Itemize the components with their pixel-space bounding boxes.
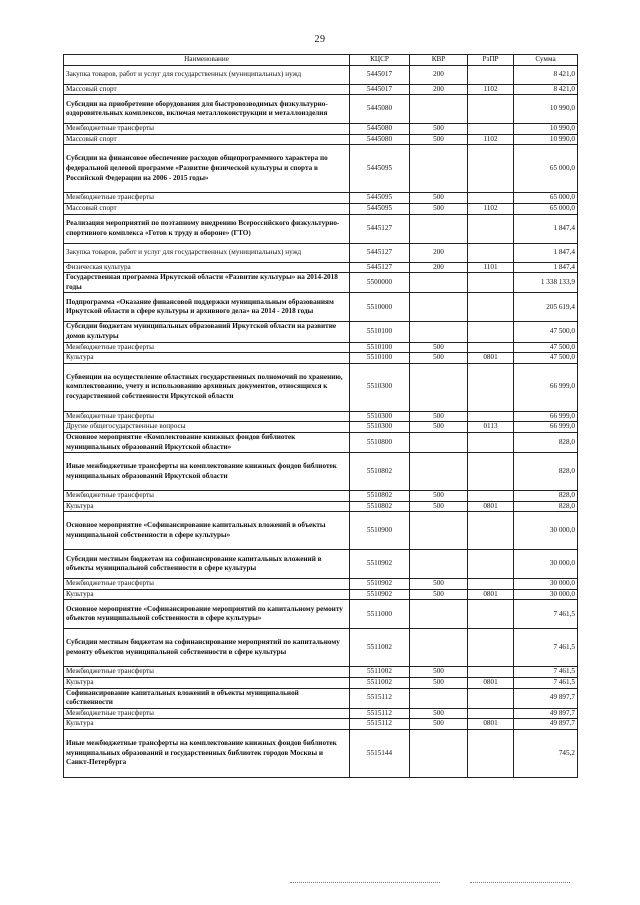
row-rzpr <box>468 600 514 629</box>
row-kcsr: 5515112 <box>350 688 410 708</box>
row-kcsr: 5445080 <box>350 95 410 124</box>
row-rzpr: 0801 <box>468 589 514 600</box>
row-name: Межбюджетные трансферты <box>64 193 350 204</box>
row-kcsr: 5510100 <box>350 322 410 342</box>
row-name: Культура <box>64 719 350 730</box>
row-kvr <box>410 293 468 322</box>
table-row <box>64 688 578 708</box>
row-kvr: 500 <box>410 124 468 135</box>
row-kcsr: 5515112 <box>350 708 410 719</box>
row-kcsr: 5510902 <box>350 579 410 590</box>
row-kcsr: 5515112 <box>350 719 410 730</box>
header-rzpr: РзПР <box>468 55 514 66</box>
table-row <box>64 124 578 135</box>
row-kcsr: 5445127 <box>350 262 410 273</box>
row-name: Межбюджетные трансферты <box>64 491 350 502</box>
row-kvr: 500 <box>410 422 468 433</box>
row-sum: 7 461,5 <box>514 629 578 667</box>
row-name: Основное мероприятие «Комплектование книжных фондов библиотек муниципальных образований Иркутской области» <box>64 432 350 452</box>
table-row <box>64 84 578 95</box>
row-kcsr: 5510100 <box>350 353 410 364</box>
row-kcsr: 5445095 <box>350 145 410 193</box>
row-kvr: 500 <box>410 579 468 590</box>
row-kvr <box>410 688 468 708</box>
table-row <box>64 512 578 550</box>
row-sum: 65 000,0 <box>514 145 578 193</box>
table-row <box>64 65 578 84</box>
row-name: Закупка товаров, работ и услуг для государственных (муниципальных) нужд <box>64 65 350 84</box>
row-kcsr: 5510000 <box>350 293 410 322</box>
row-sum: 828,0 <box>514 453 578 491</box>
table-row <box>64 491 578 502</box>
row-rzpr: 1101 <box>468 262 514 273</box>
table-row <box>64 629 578 667</box>
row-kcsr: 5511002 <box>350 678 410 689</box>
row-rzpr <box>468 550 514 579</box>
row-kcsr: 5510902 <box>350 550 410 579</box>
table-row <box>64 411 578 422</box>
header-name: Наименование <box>64 55 350 66</box>
table-row <box>64 322 578 342</box>
row-sum: 828,0 <box>514 501 578 512</box>
row-kcsr: 5511000 <box>350 600 410 629</box>
row-name: Культура <box>64 678 350 689</box>
row-name: Межбюджетные трансферты <box>64 342 350 353</box>
row-kvr: 200 <box>410 243 468 262</box>
row-kvr: 200 <box>410 65 468 84</box>
row-sum: 7 461,5 <box>514 678 578 689</box>
row-name: Массовый спорт <box>64 203 350 214</box>
row-name: Реализация мероприятий по поэтапному внедрению Всероссийского физкультурно-спортивного комплекса «Готов к труду и обороне» (ГТО) <box>64 214 350 243</box>
row-kvr: 500 <box>410 134 468 145</box>
row-kcsr: 5445080 <box>350 124 410 135</box>
row-rzpr: 0801 <box>468 719 514 730</box>
table-row <box>64 422 578 433</box>
row-name: Иные межбюджетные трансферты на комплектование книжных фондов библиотек муниципальных образований и государственных библиотек городов Москвы и Санкт-Петербурга <box>64 730 350 778</box>
table-row <box>64 600 578 629</box>
row-sum: 65 000,0 <box>514 193 578 204</box>
row-rzpr <box>468 708 514 719</box>
row-sum: 745,2 <box>514 730 578 778</box>
row-kvr: 500 <box>410 353 468 364</box>
row-sum: 205 619,4 <box>514 293 578 322</box>
row-kvr <box>410 629 468 667</box>
row-name: Подпрограмма «Оказание финансовой поддержки муниципальным образованиям Иркутской области в сфере культуры и архивного дела» на 2014 - 2018 годы <box>64 293 350 322</box>
row-kvr: 200 <box>410 84 468 95</box>
row-sum: 10 990,0 <box>514 124 578 135</box>
row-sum: 66 999,0 <box>514 411 578 422</box>
row-rzpr <box>468 491 514 502</box>
row-name: Закупка товаров, работ и услуг для государственных (муниципальных) нужд <box>64 243 350 262</box>
row-sum: 49 897,7 <box>514 719 578 730</box>
row-name: Субсидии на финансовое обеспечение расходов общепрограммного характера по федеральной целевой программе «Развитие физической культуры и спорта в Российской Федерации на 2006 - 2015 годы» <box>64 145 350 193</box>
row-kvr <box>410 600 468 629</box>
row-sum: 49 897,7 <box>514 688 578 708</box>
row-rzpr: 1102 <box>468 134 514 145</box>
table-row <box>64 708 578 719</box>
row-kvr: 500 <box>410 411 468 422</box>
row-sum: 47 500,0 <box>514 342 578 353</box>
row-kcsr: 5445017 <box>350 65 410 84</box>
table-row <box>64 243 578 262</box>
row-rzpr <box>468 342 514 353</box>
header-kvr: КВР <box>410 55 468 66</box>
row-rzpr <box>468 293 514 322</box>
row-rzpr <box>468 95 514 124</box>
row-kcsr: 5500000 <box>350 273 410 293</box>
row-kvr: 500 <box>410 501 468 512</box>
row-kcsr: 5510300 <box>350 411 410 422</box>
row-kcsr: 5445127 <box>350 214 410 243</box>
row-sum: 1 847,4 <box>514 214 578 243</box>
row-name: Массовый спорт <box>64 84 350 95</box>
row-kvr <box>410 273 468 293</box>
row-kvr <box>410 145 468 193</box>
row-name: Физическая культура <box>64 262 350 273</box>
row-sum: 47 500,0 <box>514 353 578 364</box>
row-kvr <box>410 322 468 342</box>
table-row <box>64 719 578 730</box>
row-rzpr <box>468 273 514 293</box>
table-row <box>64 145 578 193</box>
row-kvr: 500 <box>410 589 468 600</box>
row-name: Межбюджетные трансферты <box>64 708 350 719</box>
row-name: Культура <box>64 353 350 364</box>
table-row <box>64 550 578 579</box>
row-name: Межбюджетные трансферты <box>64 667 350 678</box>
table-row <box>64 730 578 778</box>
row-kvr: 500 <box>410 719 468 730</box>
row-rzpr <box>468 432 514 452</box>
table-row <box>64 342 578 353</box>
row-name: Межбюджетные трансферты <box>64 411 350 422</box>
row-kcsr: 5510300 <box>350 422 410 433</box>
row-name: Межбюджетные трансферты <box>64 579 350 590</box>
row-kvr <box>410 363 468 411</box>
row-kvr <box>410 432 468 452</box>
row-name: Основное мероприятие «Софинансирование капитальных вложений в объекты муниципальной собственности в сфере культуры» <box>64 512 350 550</box>
row-rzpr <box>468 730 514 778</box>
row-rzpr <box>468 667 514 678</box>
table-header-row <box>64 55 578 66</box>
row-rzpr <box>468 453 514 491</box>
table-row <box>64 453 578 491</box>
row-kcsr: 5445127 <box>350 243 410 262</box>
row-kvr <box>410 95 468 124</box>
row-name: Другие общегосударственные вопросы <box>64 422 350 433</box>
table-row <box>64 432 578 452</box>
row-kcsr: 5510802 <box>350 491 410 502</box>
row-name: Государственная программа Иркутской области «Развитие культуры» на 2014-2018 годы <box>64 273 350 293</box>
row-name: Культура <box>64 501 350 512</box>
row-rzpr <box>468 145 514 193</box>
row-rzpr: 0801 <box>468 678 514 689</box>
row-sum: 1 847,4 <box>514 243 578 262</box>
row-kvr: 500 <box>410 678 468 689</box>
row-kvr: 500 <box>410 342 468 353</box>
row-kcsr: 5511002 <box>350 667 410 678</box>
budget-table <box>63 54 578 778</box>
row-rzpr: 0113 <box>468 422 514 433</box>
footer-dotted-line <box>470 882 570 883</box>
row-kcsr: 5510902 <box>350 589 410 600</box>
header-kcsr: КЦСР <box>350 55 410 66</box>
row-name: Субсидии бюджетам муниципальных образований Иркутской области на развитие домов культуры <box>64 322 350 342</box>
row-kvr <box>410 730 468 778</box>
row-rzpr: 0801 <box>468 501 514 512</box>
table-row <box>64 214 578 243</box>
row-sum: 49 897,7 <box>514 708 578 719</box>
row-name: Субсидии на приобретение оборудования для быстровозводимых физкультурно-оздоровительных комплексов, включая металлоконструкции и металлоизделия <box>64 95 350 124</box>
row-rzpr <box>468 688 514 708</box>
row-kvr <box>410 214 468 243</box>
table-row <box>64 667 578 678</box>
row-kcsr: 5445095 <box>350 193 410 204</box>
table-row <box>64 353 578 364</box>
row-kcsr: 5445017 <box>350 84 410 95</box>
table-row <box>64 262 578 273</box>
row-sum: 828,0 <box>514 491 578 502</box>
header-sum: Сумма <box>514 55 578 66</box>
row-kvr: 500 <box>410 491 468 502</box>
table-row <box>64 203 578 214</box>
row-kvr: 500 <box>410 193 468 204</box>
row-kcsr: 5511002 <box>350 629 410 667</box>
table-row <box>64 273 578 293</box>
row-sum: 10 990,0 <box>514 134 578 145</box>
row-kvr <box>410 550 468 579</box>
row-kcsr: 5510900 <box>350 512 410 550</box>
row-name: Субвенции на осуществление областных государственных полномочий по хранению, комплектованию, учету и использованию архивных документов, относящихся к государственной собственности Иркутской области <box>64 363 350 411</box>
row-rzpr <box>468 322 514 342</box>
row-kvr: 500 <box>410 667 468 678</box>
table-row <box>64 501 578 512</box>
row-rzpr <box>468 243 514 262</box>
row-kvr: 200 <box>410 262 468 273</box>
row-kcsr: 5515144 <box>350 730 410 778</box>
table-row <box>64 579 578 590</box>
row-kcsr: 5510100 <box>350 342 410 353</box>
row-sum: 30 000,0 <box>514 579 578 590</box>
table-row <box>64 293 578 322</box>
row-kcsr: 5510802 <box>350 453 410 491</box>
row-name: Межбюджетные трансферты <box>64 124 350 135</box>
row-kvr: 500 <box>410 708 468 719</box>
row-sum: 8 421,0 <box>514 65 578 84</box>
row-name: Софинансирование капитальных вложений в объекты муниципальной собственности <box>64 688 350 708</box>
row-kcsr: 5510802 <box>350 501 410 512</box>
row-rzpr <box>468 411 514 422</box>
row-rzpr <box>468 214 514 243</box>
table-row <box>64 95 578 124</box>
row-sum: 66 999,0 <box>514 422 578 433</box>
row-rzpr: 1102 <box>468 84 514 95</box>
row-rzpr <box>468 65 514 84</box>
footer-dotted-line <box>290 882 440 883</box>
row-kvr: 500 <box>410 203 468 214</box>
row-rzpr <box>468 579 514 590</box>
row-kcsr: 5445095 <box>350 203 410 214</box>
row-rzpr: 0801 <box>468 353 514 364</box>
table-row <box>64 134 578 145</box>
row-rzpr <box>468 512 514 550</box>
row-rzpr <box>468 124 514 135</box>
row-rzpr <box>468 629 514 667</box>
row-sum: 47 500,0 <box>514 322 578 342</box>
table-row <box>64 678 578 689</box>
row-sum: 65 000,0 <box>514 203 578 214</box>
row-rzpr <box>468 193 514 204</box>
table-row <box>64 589 578 600</box>
row-name: Субсидии местным бюджетам на софинансирование мероприятий по капитальному ремонту объектов муниципальной собственности в сфере культуры <box>64 629 350 667</box>
row-rzpr <box>468 363 514 411</box>
row-rzpr: 1102 <box>468 203 514 214</box>
row-name: Субсидии местным бюджетам на софинансирование капитальных вложений в объекты муниципальной собственности в сфере культуры <box>64 550 350 579</box>
row-kvr <box>410 512 468 550</box>
row-kcsr: 5510800 <box>350 432 410 452</box>
page-number: 29 <box>314 34 326 45</box>
row-sum: 30 000,0 <box>514 512 578 550</box>
row-name: Основное мероприятие «Софинансирование мероприятий по капитальному ремонту объектов муниципальной собственности в сфере культуры» <box>64 600 350 629</box>
row-sum: 30 000,0 <box>514 550 578 579</box>
row-sum: 7 461,5 <box>514 667 578 678</box>
row-kcsr: 5445080 <box>350 134 410 145</box>
table-row <box>64 193 578 204</box>
table-row <box>64 363 578 411</box>
row-name: Культура <box>64 589 350 600</box>
row-kvr <box>410 453 468 491</box>
row-sum: 1 338 133,9 <box>514 273 578 293</box>
row-name: Массовый спорт <box>64 134 350 145</box>
row-sum: 8 421,0 <box>514 84 578 95</box>
row-sum: 30 000,0 <box>514 589 578 600</box>
row-sum: 66 999,0 <box>514 363 578 411</box>
row-kcsr: 5510300 <box>350 363 410 411</box>
row-sum: 828,0 <box>514 432 578 452</box>
row-sum: 10 990,0 <box>514 95 578 124</box>
row-sum: 7 461,5 <box>514 600 578 629</box>
row-name: Иные межбюджетные трансферты на комплектование книжных фондов библиотек муниципальных образований Иркутской области <box>64 453 350 491</box>
row-sum: 1 847,4 <box>514 262 578 273</box>
